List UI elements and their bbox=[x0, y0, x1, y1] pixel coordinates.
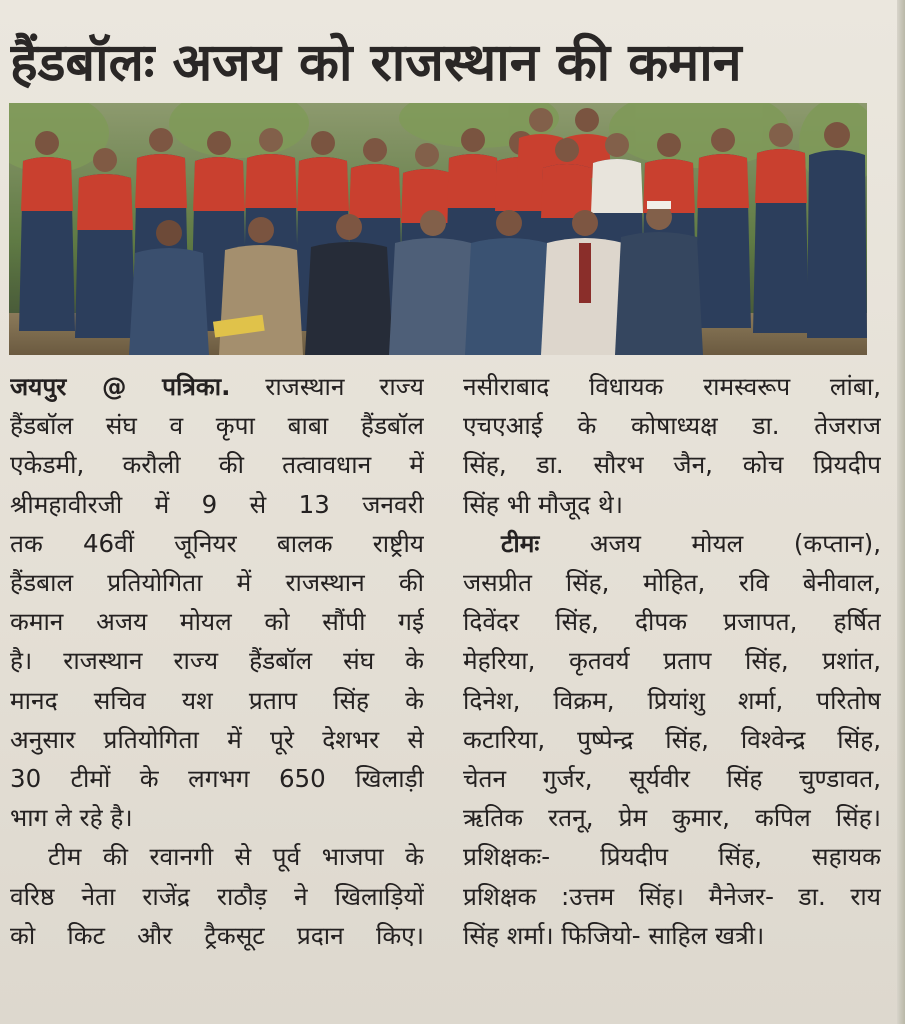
article-line: सिंह, डा. सौरभ जैन, कोच प्रियदीप bbox=[463, 450, 881, 480]
dateline: जयपुर @ पत्रिका. bbox=[10, 372, 231, 401]
article-right-column bbox=[463, 367, 881, 955]
team-group-photo-icon bbox=[9, 103, 867, 355]
article-line: सिंह शर्मा। फिजियो- साहिल खत्री। bbox=[463, 920, 765, 950]
article-line: वरिष्ठ नेता राजेंद्र राठौड़ ने खिलाड़ियों bbox=[10, 881, 424, 911]
article-line: जयपुर @ पत्रिका. राजस्थान राज्य bbox=[10, 372, 424, 401]
headline: हैंडबॉलः अजय को राजस्थान की कमान bbox=[10, 33, 742, 93]
team-photo bbox=[9, 103, 867, 355]
article-line: प्रशिक्षक :उत्तम सिंह। मैनेजर- डा. राय bbox=[463, 881, 881, 911]
article-line: टीमः अजय मोयल (कप्तान), bbox=[501, 528, 881, 558]
article-left-column bbox=[10, 367, 424, 955]
article-line: ऋतिक रतनू, प्रेम कुमार, कपिल सिंह। bbox=[463, 803, 881, 833]
article-line: हैंडबॉल संघ व कृपा बाबा हैंडबॉल bbox=[10, 411, 424, 441]
article-line: चेतन गुर्जर, सूर्यवीर सिंह चुण्डावत, bbox=[463, 764, 881, 794]
article-line: को किट और ट्रैकसूट प्रदान किए। bbox=[10, 920, 424, 950]
article-line: हैंडबाल प्रतियोगिता में राजस्थान की bbox=[10, 568, 424, 598]
article-line: नसीराबाद विधायक रामस्वरूप लांबा, bbox=[463, 372, 881, 401]
article-line: भाग ले रहे है। bbox=[10, 803, 133, 833]
team-label: टीमः bbox=[501, 528, 540, 558]
article-line: मानद सचिव यश प्रताप सिंह के bbox=[10, 685, 424, 715]
column-divider bbox=[441, 372, 442, 1012]
article-line: श्रीमहावीरजी में 9 से 13 जनवरी bbox=[10, 489, 424, 519]
article-line: एकेडमी, करौली की तत्वावधान में bbox=[10, 450, 424, 480]
article-line: कमान अजय मोयल को सौंपी गई bbox=[10, 607, 424, 637]
article-line: दिवेंदर सिंह, दीपक प्रजापत, हर्षित bbox=[463, 607, 881, 637]
article-line: 30 टीमों के लगभग 650 खिलाड़ी bbox=[10, 764, 424, 794]
article-line: मेहरिया, कृतवर्य प्रताप सिंह, प्रशांत, bbox=[463, 646, 881, 676]
article-line: कटारिया, पुष्पेन्द्र सिंह, विश्वेन्द्र सिंह, bbox=[463, 724, 881, 754]
article-line: प्रशिक्षकः- प्रियदीप सिंह, सहायक bbox=[463, 842, 881, 872]
article-line: एचएआई के कोषाध्यक्ष डा. तेजराज bbox=[463, 411, 881, 441]
article-line: सिंह भी मौजूद थे। bbox=[463, 489, 623, 519]
article-line: टीम की रवानगी से पूर्व भाजपा के bbox=[48, 842, 424, 872]
article-line: तक 46वीं जूनियर बालक राष्ट्रीय bbox=[10, 528, 424, 558]
article-line: जसप्रीत सिंह, मोहित, रवि बेनीवाल, bbox=[463, 568, 881, 598]
page-edge bbox=[897, 0, 905, 1024]
article-line: दिनेश, विक्रम, प्रियांशु शर्मा, परितोष bbox=[463, 685, 881, 715]
article-line: है। राजस्थान राज्य हैंडबॉल संघ के bbox=[10, 646, 424, 676]
article-line: अनुसार प्रतियोगिता में पूरे देशभर से bbox=[10, 724, 424, 754]
